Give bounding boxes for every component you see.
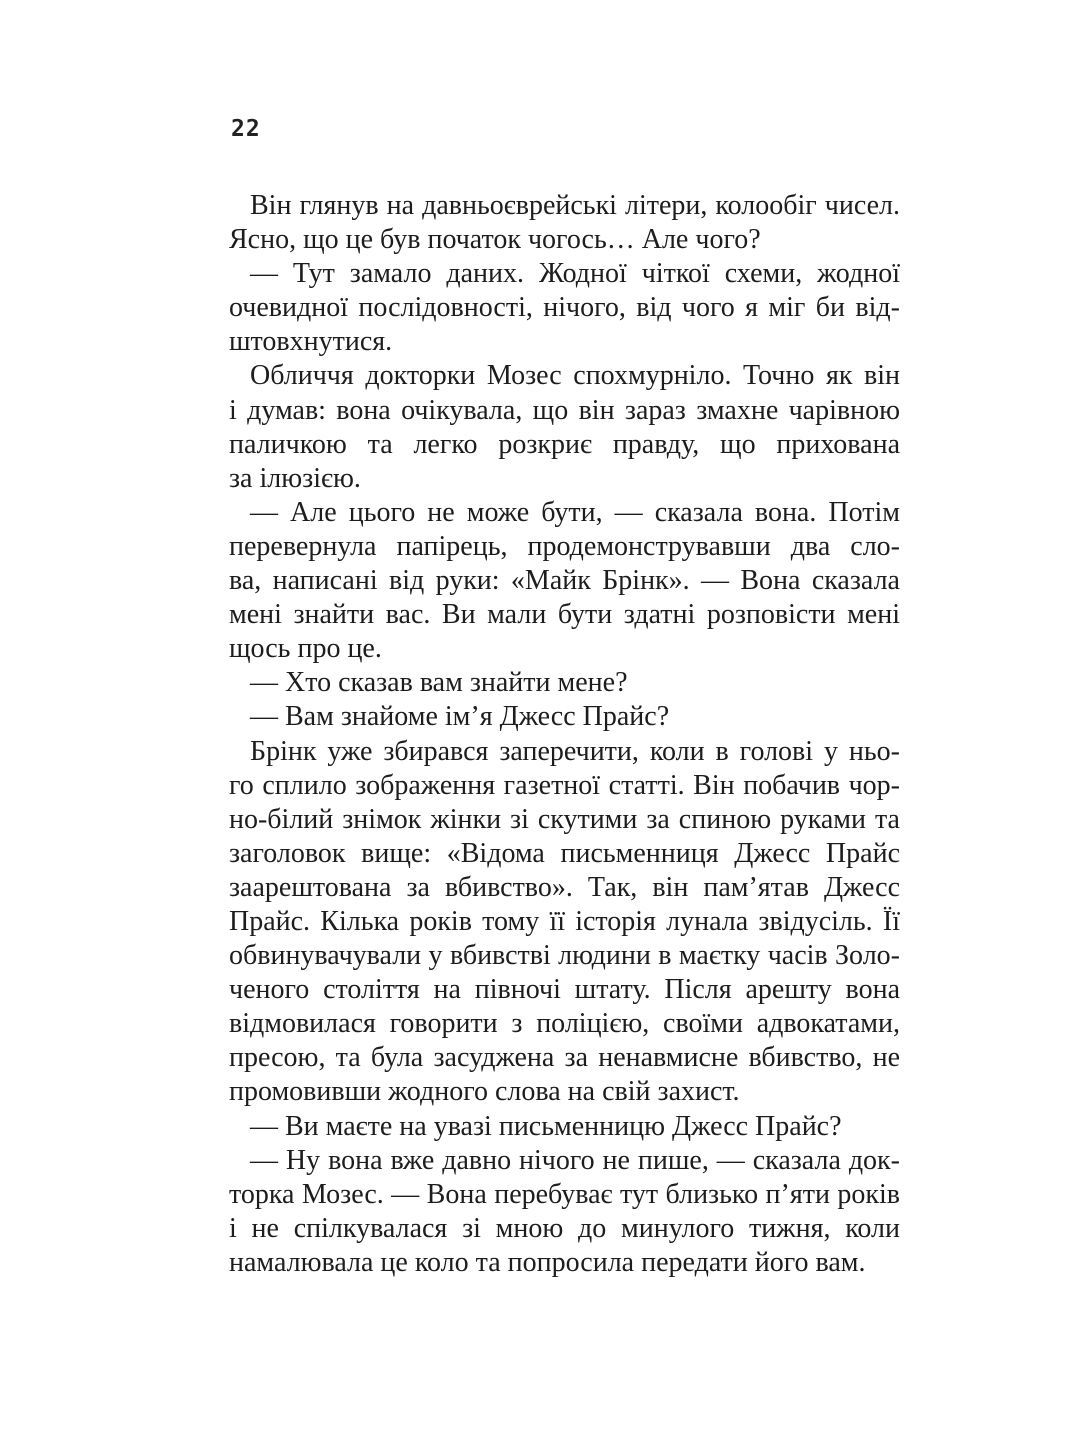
text-line: — Вам знайоме ім’я Джесс Прайс? xyxy=(250,701,670,733)
page-text xyxy=(229,189,900,1280)
text-line: щось про це. xyxy=(229,633,382,665)
text-line: і думав: вона очікувала, що він зараз змахне чарівною xyxy=(229,394,900,426)
text-line: го сплило зображення газетної статті. Він побачив чор- xyxy=(229,769,900,801)
text-line: Ясно, що це був початок чогось… Але чого? xyxy=(229,224,761,256)
text-line: — Ви маєте на увазі письменницю Джесс Прайс? xyxy=(250,1110,842,1142)
text-line: і не спілкувалася зі мною до минулого тижня, коли xyxy=(229,1212,900,1244)
text-line: торка Мозес. — Вона перебуває тут близько п’яти років xyxy=(229,1178,900,1210)
text-line: мені знайти вас. Ви мали бути здатні розповісти мені xyxy=(229,599,900,631)
text-line: заголовок вище: «Відома письменниця Джесс Прайс xyxy=(229,837,900,869)
text-line: заарештована за вбивство». Так, він пам’ятав Джесс xyxy=(229,871,900,903)
text-line: штовхнутися. xyxy=(229,326,393,358)
text-line: паличкою та легко розкриє правду, що прихована xyxy=(229,428,900,460)
text-line: обвинувачували у вбивстві людини в маєтку часів Золо- xyxy=(229,940,900,972)
text-line: ченого століття на півночі штату. Після арешту вона xyxy=(229,974,900,1006)
text-line: ва, написані від руки: «Майк Брінк». — Вона сказала xyxy=(229,565,900,597)
text-line: перевернула папірець, продемонструвавши два сло- xyxy=(229,530,900,562)
text-line: Обличчя докторки Мозес спохмурніло. Точно як він xyxy=(250,360,900,392)
text-line: — Тут замало даних. Жодної чіткої схеми, жодної xyxy=(250,258,900,290)
text-line: відмовилася говорити з поліцією, своїми адвокатами, xyxy=(229,1008,900,1040)
text-line: Брінк уже збирався заперечити, коли в голові у ньо- xyxy=(250,735,900,767)
text-line: Він глянув на давньоєврейські літери, колообіг чисел. xyxy=(250,190,900,221)
text-line: промовивши жодного слова на свій захист. xyxy=(229,1076,740,1108)
text-line: — Але цього не може бути, — сказала вона. Потім xyxy=(250,496,900,528)
text-line: за ілюзією. xyxy=(229,462,361,494)
text-line: но-білий знімок жінки зі скутими за спиною руками та xyxy=(229,803,900,835)
text-line: намалювала це коло та попросила передати його вам. xyxy=(229,1246,866,1278)
text-line: пресою, та була засуджена за ненавмисне вбивство, не xyxy=(229,1042,900,1074)
text-line: — Ну вона вже давно нічого не пише, — сказала док- xyxy=(250,1144,900,1176)
text-line: — Хто сказав вам знайти мене? xyxy=(250,667,628,699)
page-number: 22 xyxy=(231,116,261,142)
text-line: Прайс. Кілька років тому її історія лунала звідусіль. Її xyxy=(229,905,900,937)
text-line: очевидної послідовності, нічого, від чого я міг би від- xyxy=(229,292,900,324)
